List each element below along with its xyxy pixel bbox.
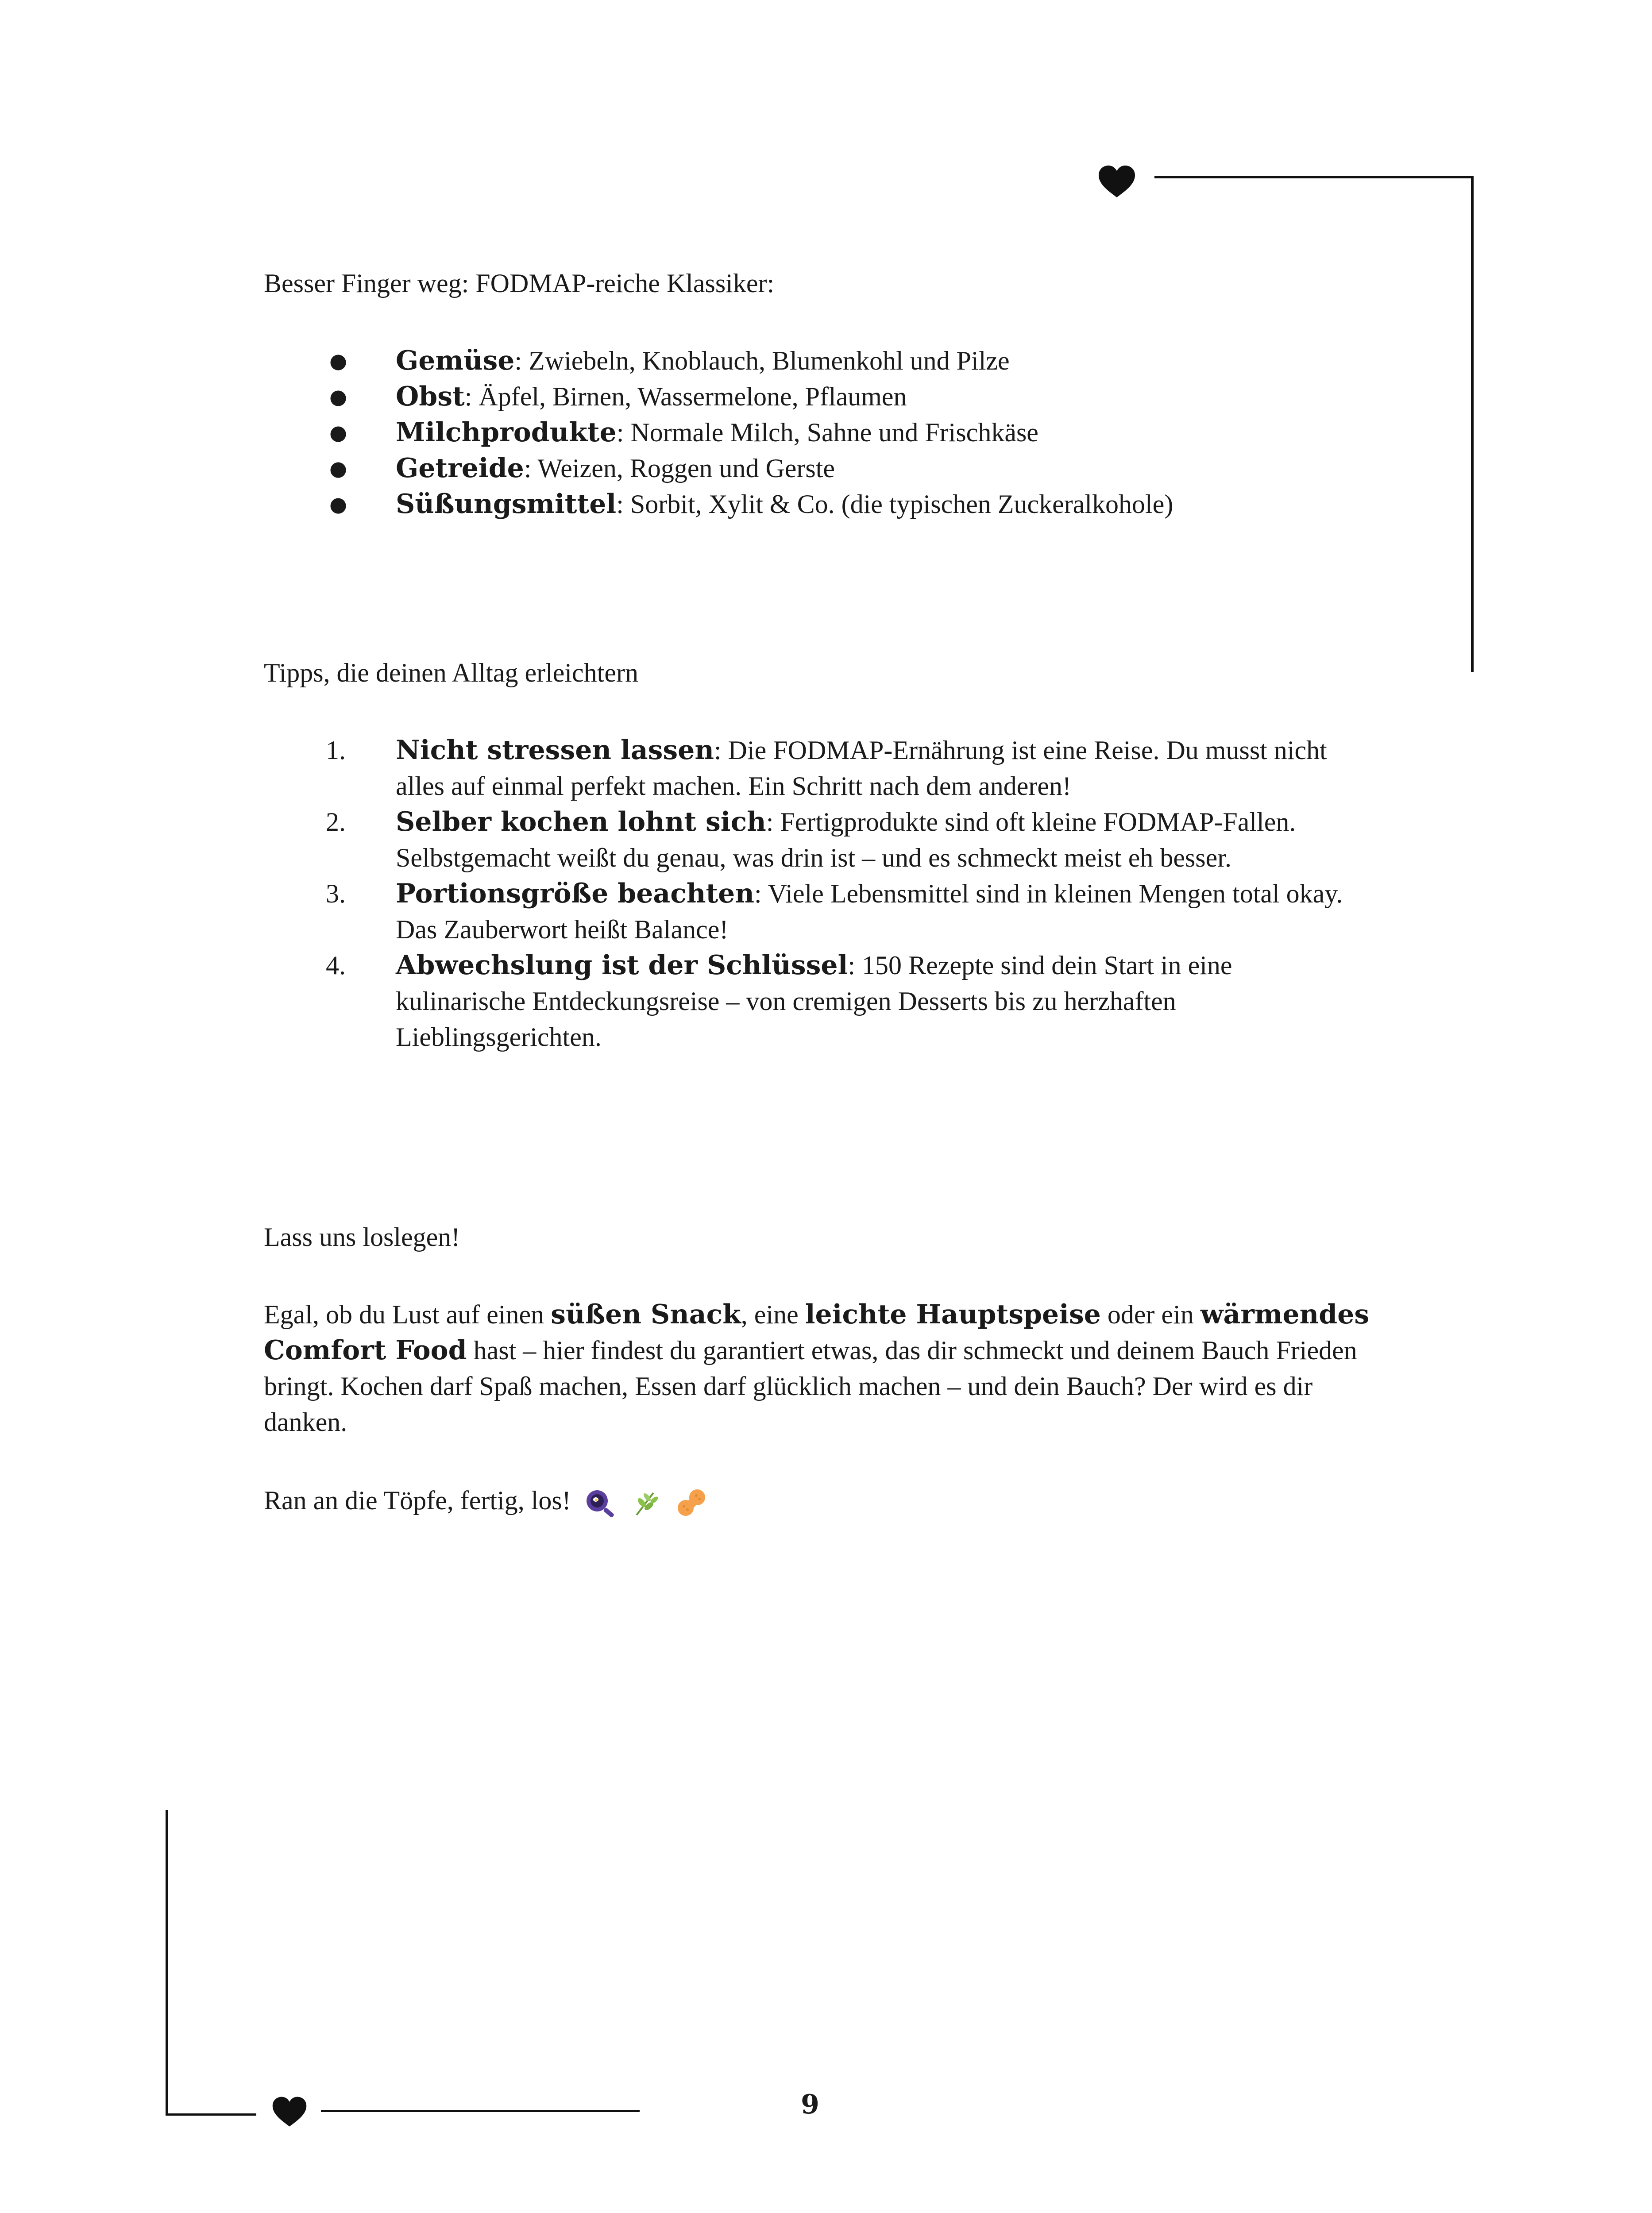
bullet-marker: ● [329,456,347,480]
item-term: Selber kochen lohnt sich [396,806,766,837]
bullet-marker: ● [329,385,347,409]
bullet-marker: ● [329,420,347,444]
frame-right-line [1471,176,1474,672]
emphasis: süßen Snack [551,1299,741,1330]
list-item [264,876,1362,948]
section-heading: Lass uns loslegen! [264,1222,460,1252]
frame-top-line [1154,176,1473,178]
list-number: 4. [326,951,346,980]
item-term: Süßungsmittel [396,489,617,520]
section-heading: Tipps, die deinen Alltag erleichtern [264,658,638,687]
frame-bottom-line-left [166,2113,256,2116]
item-term: Abwechslung ist der Schlüssel [396,950,848,981]
item-desc: : Die FODMAP-Ernährung ist eine Reise. Du musst nicht alles auf einmal perfekt machen. Ein Schritt nach dem anderen! [396,736,1327,801]
list-number: 2. [326,807,346,837]
intro-paragraph: Egal, ob du Lust auf einen süßen Snack, eine leichte Hauptspeise oder ein wärmendes Comfort Food hast – hier findest du garantiert etwas, das dir schmeckt und deinem Bauch Frieden bringt. Kochen darf Spaß machen, Essen darf glücklich machen – und dein Bauch? Der wird es dir danken. [264,1299,1370,1437]
list-item [264,379,1397,415]
closing-line: Ran an die Töpfe, fertig, los! [264,1483,1397,1519]
frying-pan-icon [584,1488,618,1519]
item-desc: : Viele Lebensmittel sind in kleinen Mengen total okay. Das Zauberwort heißt Balance! [396,879,1343,944]
item-term: Getreide [396,453,524,484]
item-term: Nicht stressen lassen [396,735,714,766]
item-desc: : 150 Rezepte sind dein Start in eine kulinarische Entdeckungsreise – von cremigen Desserts bis zu herzhaften Lieblingsgerichten. [396,951,1232,1052]
list-number: 3. [326,879,346,908]
item-desc: : Fertigprodukte sind oft kleine FODMAP-Fallen. Selbstgemacht weißt du genau, was drin ist – und es schmeckt meist eh besser. [396,807,1296,872]
bullet-marker: ● [329,349,347,373]
bullet-marker: ● [329,492,347,516]
item-desc: : Zwiebeln, Knoblauch, Blumenkohl und Pilze [514,346,1010,375]
peanut-icon [675,1488,709,1519]
list-item [264,948,1362,1055]
herb-icon [631,1488,662,1519]
emphasis: wärmendes Comfort Food [264,1299,1370,1366]
list-item [264,451,1397,486]
item-term: Gemüse [396,345,515,376]
tips-list [264,733,1362,1055]
list-item [264,733,1362,804]
emphasis: leichte Hauptspeise [805,1299,1101,1330]
list-item [264,415,1397,451]
item-desc: : Weizen, Roggen und Gerste [524,454,835,483]
list-item [264,486,1397,522]
item-term: Milchprodukte [396,417,617,448]
list-item [264,343,1397,379]
item-desc: : Äpfel, Birnen, Wassermelone, Pflaumen [464,382,907,411]
section-heading: Besser Finger weg: FODMAP-reiche Klassiker: [264,269,775,298]
item-term: Portionsgröße beachten [396,878,754,909]
frame-bottom-line-right [321,2110,640,2112]
heart-icon [271,2096,308,2128]
frame-left-line [166,1810,168,2116]
fodmap-list [264,343,1397,522]
item-term: Obst [396,381,465,412]
heart-icon [1097,165,1137,199]
list-item [264,804,1362,876]
item-desc: : Normale Milch, Sahne und Frischkäse [616,418,1038,447]
page-number: 9 [801,2089,819,2120]
item-desc: : Sorbit, Xylit & Co. (die typischen Zuckeralkohole) [616,490,1173,519]
list-number: 1. [326,736,346,765]
